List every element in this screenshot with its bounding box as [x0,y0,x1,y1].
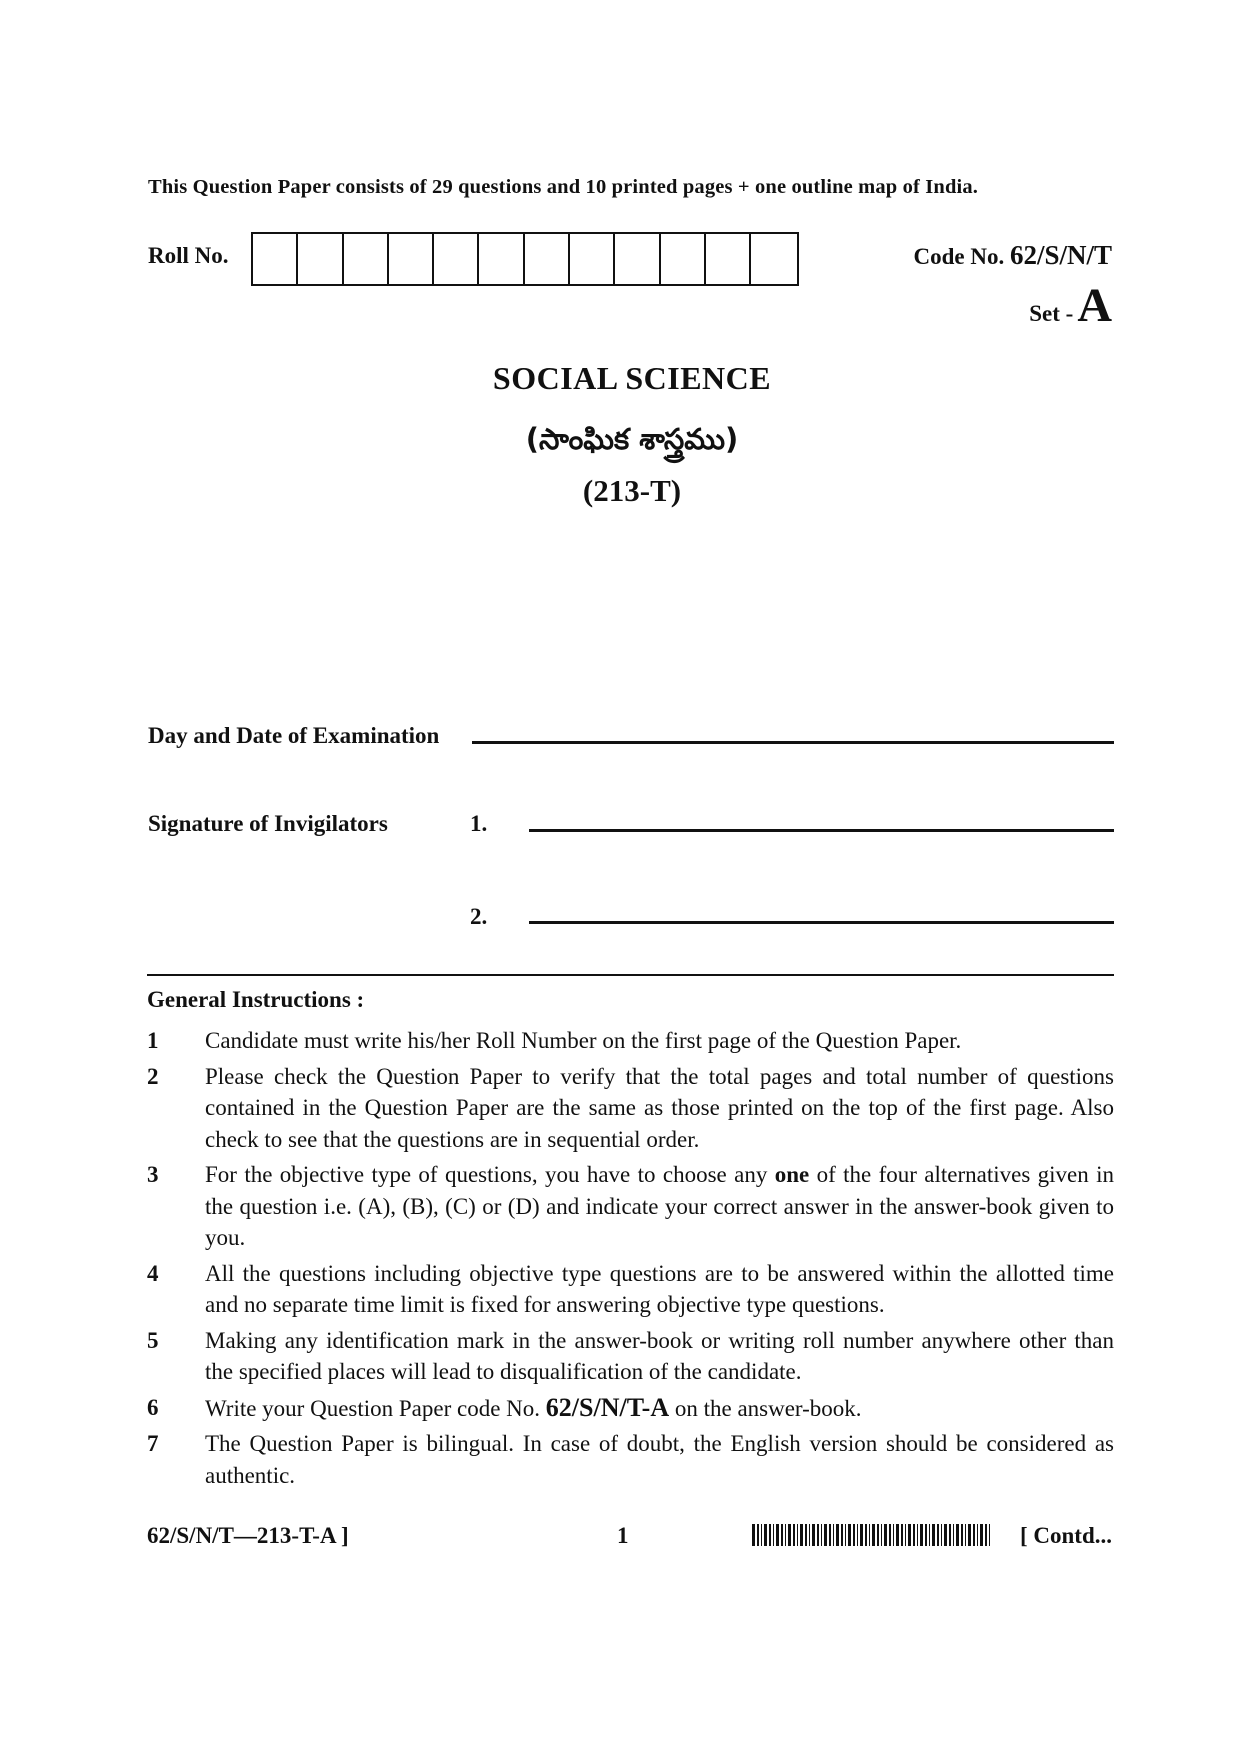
roll-digit-box[interactable] [751,234,796,284]
subject-code: (213-T) [582,473,682,508]
set-value: A [1077,279,1112,332]
instruction-number: 1 [147,1028,159,1053]
instruction-item [147,1159,1114,1254]
instruction-number: 5 [147,1327,159,1353]
code-label: Code No. [913,244,1005,269]
footer-paper-code: 62/S/N/T—213-T-A ] [147,1523,349,1548]
roll-digit-box[interactable] [389,234,434,284]
subject-title-telugu: (సాంఘిక శాస్త్రము) [525,422,739,456]
instructions-heading: General Instructions : [147,987,365,1012]
instruction-emphasis: one [774,1162,810,1187]
roll-digit-box[interactable] [525,234,570,284]
instruction-number: 7 [147,1431,159,1456]
set-indicator [1029,278,1112,333]
roll-digit-box[interactable] [615,234,660,284]
continued-note: [ Contd... [1019,1523,1112,1548]
signature-2-line[interactable] [529,921,1114,924]
roll-number-label: Roll No. [148,243,229,268]
instruction-item [147,1428,1114,1491]
paper-code-emphasis: 62/S/N/T-A [545,1392,670,1422]
instruction-number: 2 [147,1063,159,1089]
instruction-item [147,1392,1114,1425]
roll-digit-box[interactable] [661,234,706,284]
roll-digit-box[interactable] [298,234,343,284]
barcode-icon [752,1524,992,1546]
instruction-number: 3 [147,1162,159,1187]
exam-date-label: Day and Date of Examination [148,723,440,748]
instruction-item [147,1258,1114,1321]
subject-title: SOCIAL SCIENCE [492,360,772,396]
section-divider [147,974,1114,976]
roll-number-boxes[interactable] [251,232,799,286]
instruction-text: Candidate must write his/her Roll Number on the first page of the Question Paper. [205,1028,962,1053]
roll-digit-box[interactable] [344,234,389,284]
code-value: 62/S/N/T [1009,240,1112,270]
signature-2-number: 2. [470,904,488,929]
code-number [913,240,1112,271]
roll-digit-box[interactable] [434,234,479,284]
invigilator-signature-label: Signature of Invigilators [148,811,388,836]
question-paper-summary: This Question Paper consists of 29 questions and 10 printed pages + one outline map of India. [148,176,979,198]
instruction-text: All the questions including objective type questions are to be answered within the allotted time and no separate time limit is fixed for answering objective type questions. [205,1260,1114,1317]
instruction-text-part: For the objective type of questions, you have to choose any [205,1162,768,1187]
set-label: Set - [1029,301,1074,326]
instruction-number: 6 [147,1394,159,1420]
instruction-text: The Question Paper is bilingual. In case of doubt, the English version should be considered as authentic. [205,1431,1114,1488]
roll-digit-box[interactable] [479,234,524,284]
signature-1-line[interactable] [529,829,1114,832]
instruction-text-part: of the four alternatives given in the question i.e. (A), (B), (C) or (D) and indicate your correct answer in the answer-book given to you. [205,1162,1114,1250]
instruction-text: Making any identification mark in the answer-book or writing roll number anywhere other than the specified places will lead to disqualification of the candidate. [205,1327,1114,1384]
instruction-text-part: on the answer-book. [674,1395,862,1421]
instruction-text [205,1392,1114,1425]
instruction-item [147,1325,1114,1388]
instructions-list [147,1025,1114,1495]
instruction-number: 4 [147,1260,159,1286]
instruction-item [147,1061,1114,1156]
roll-digit-box[interactable] [253,234,298,284]
page-number: 1 [617,1523,629,1548]
instruction-text: Please check the Question Paper to verify that the total pages and total number of questions contained in the Question Paper are the same as those printed on the top of the first page. Also check to see that the questions are in sequential order. [205,1063,1114,1152]
roll-digit-box[interactable] [706,234,751,284]
exam-date-line[interactable] [472,741,1114,744]
instruction-text [205,1159,1114,1254]
roll-digit-box[interactable] [570,234,615,284]
signature-1-number: 1. [470,811,488,836]
instruction-text-part: Write your Question Paper code No. [205,1395,541,1421]
instruction-item [147,1025,1114,1057]
